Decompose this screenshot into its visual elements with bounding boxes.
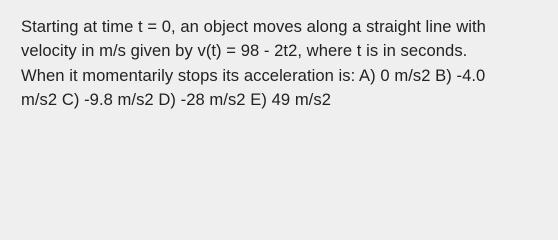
question-line: When it momentarily stops its acceleration is: A) 0 m/s2 B) -4.0 <box>21 65 486 85</box>
question-text <box>21 15 546 113</box>
question-line: Starting at time t = 0, an object moves along a straight line with <box>21 17 486 36</box>
question-line: velocity in m/s given by v(t) = 98 - 2t2, where t is in seconds. <box>21 41 468 61</box>
question-line: m/s2 C) -9.8 m/s2 D) -28 m/s2 E) 49 m/s2 <box>21 90 331 110</box>
